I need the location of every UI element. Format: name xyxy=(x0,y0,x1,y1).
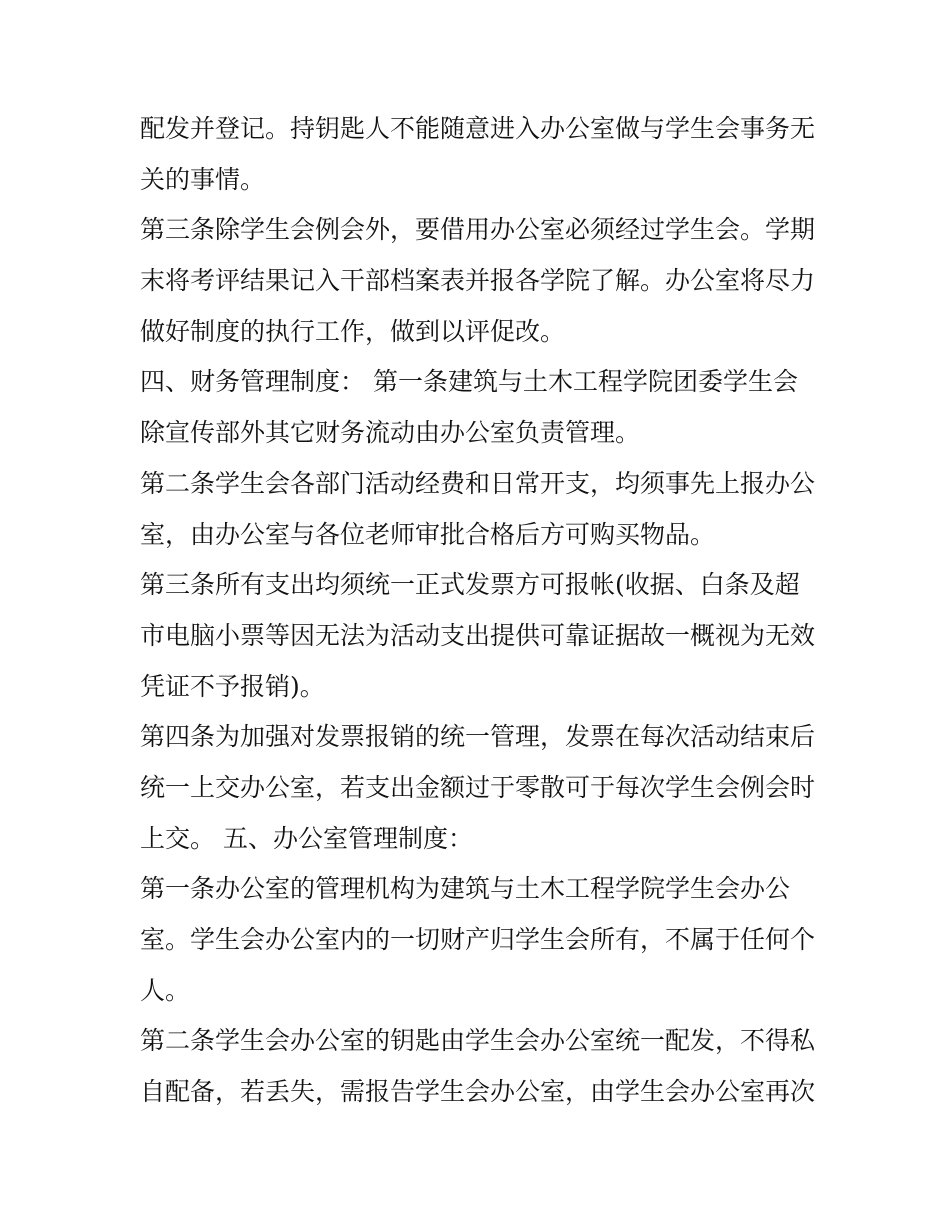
text-line: 市电脑小票等因无法为活动支出提供可靠证据故一概视为无效 xyxy=(140,620,816,650)
text-line: 室。学生会办公室内的一切财产归学生会所有，不属于任何个 xyxy=(140,925,816,954)
text-line: 末将考评结果记入干部档案表并报各学院了解。办公室将尽力 xyxy=(140,266,816,296)
text-line: 统一上交办公室，若支出金额过于零散可于每次学生会例会时 xyxy=(140,772,816,802)
text-line: 第二条学生会办公室的钥匙由学生会办公室统一配发，不得私 xyxy=(140,1026,816,1056)
text-line: 配发并登记。持钥匙人不能随意进入办公室做与学生会事务无 xyxy=(140,114,816,143)
text-line: 上交。 五、办公室管理制度： xyxy=(140,823,473,853)
text-line: 第二条学生会各部门活动经费和日常开支，均须事先上报办公 xyxy=(140,468,816,498)
document-body xyxy=(140,104,820,1118)
text-line: 第三条所有支出均须统一正式发票方可报帐(收据、白条及超 xyxy=(140,570,800,600)
text-line: 室，由办公室与各位老师审批合格后方可购买物品。 xyxy=(140,519,716,549)
text-line: 人。 xyxy=(140,975,191,1005)
text-line: 第一条办公室的管理机构为建筑与土木工程学院学生会办公 xyxy=(140,874,791,904)
text-line: 第三条除学生会例会外，要借用办公室必须经过学生会。学期 xyxy=(140,215,816,245)
text-line: 做好制度的执行工作，做到以评促改。 xyxy=(140,316,566,346)
text-line: 自配备，若丢失，需报告学生会办公室，由学生会办公室再次 xyxy=(140,1077,816,1107)
text-line: 凭证不予报销)。 xyxy=(140,671,325,701)
text-line: 除宣传部外其它财务流动由办公室负责管理。 xyxy=(140,418,641,448)
text-line: 第四条为加强对发票报销的统一管理，发票在每次活动结束后 xyxy=(140,722,816,752)
text-line: 四、财务管理制度： 第一条建筑与土木工程学院团委学生会 xyxy=(140,367,798,397)
text-line: 关的事情。 xyxy=(140,164,266,194)
